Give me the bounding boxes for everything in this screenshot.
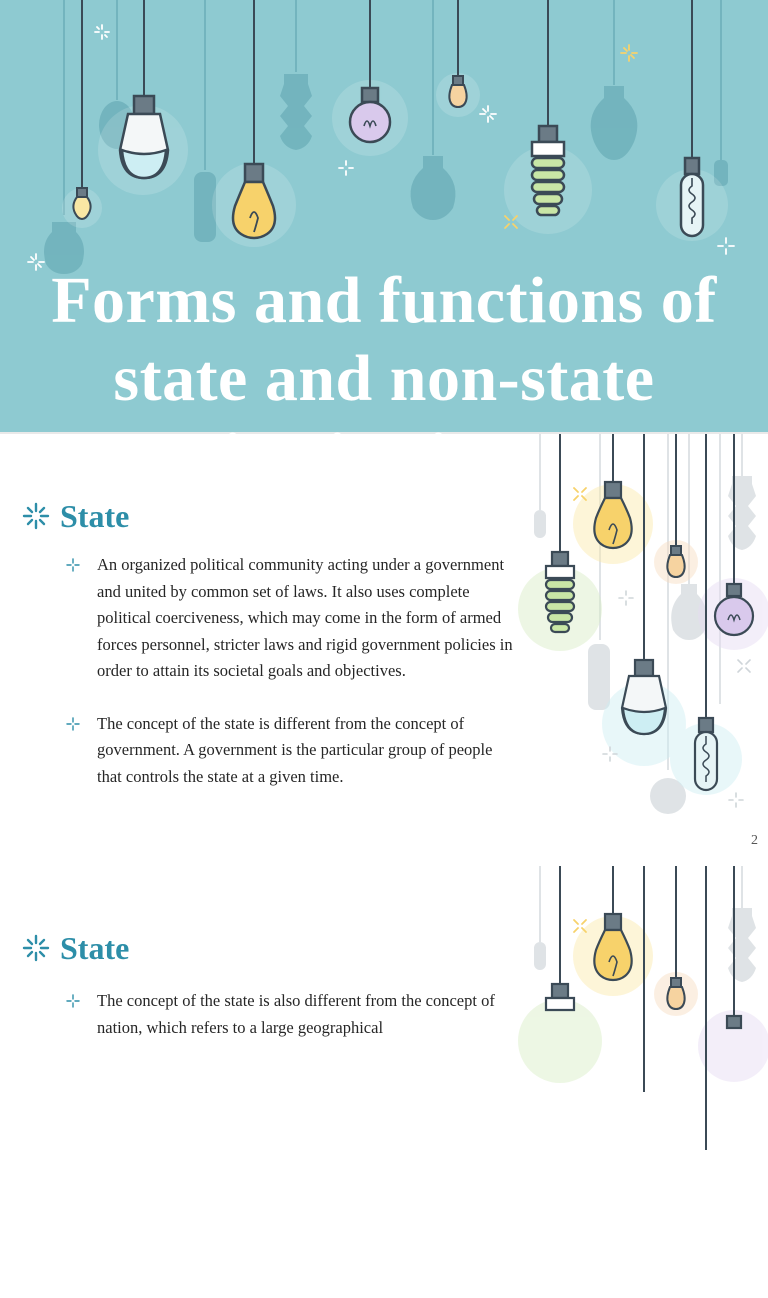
bullet-text: An organized political community acting under a government and united by common set of laws. It also uses complete political coerciveness, which may come in the form of armed forces personnel, stricter laws and rigid government policies in order to attain its societal goals and objectives. (97, 555, 513, 680)
heading-row (22, 930, 129, 966)
bullet-list (66, 988, 516, 1067)
bullet-sparkle-icon (66, 717, 80, 731)
hanging-lightbulbs-decoration (500, 434, 768, 866)
sparkle-icon (22, 502, 50, 530)
bullet-sparkle-icon (66, 994, 80, 1008)
content-slide-state (0, 434, 768, 866)
slide-heading: State (60, 498, 130, 534)
bullet-item (66, 988, 516, 1041)
bullet-item (66, 552, 516, 685)
sparkle-icon (22, 934, 50, 962)
content-slide-state-continued (0, 866, 768, 1298)
hanging-lightbulbs-decoration (500, 866, 768, 1298)
title-slide (0, 0, 768, 432)
bullet-text: The concept of the state is different from the concept of government. A government is the particular group of people that controls the state at a given time. (97, 713, 493, 786)
bullet-sparkle-icon (66, 558, 80, 572)
bullet-item (66, 711, 516, 791)
page-number: 2 (751, 833, 758, 848)
heading-row (22, 498, 129, 534)
bullet-list (66, 552, 516, 816)
presentation-title: Forms and functions of state and non-state (51, 264, 717, 415)
bullet-text: The concept of the state is also different from the concept of nation, which refers to a large geographical (97, 991, 495, 1037)
slide-heading: State (60, 930, 130, 966)
